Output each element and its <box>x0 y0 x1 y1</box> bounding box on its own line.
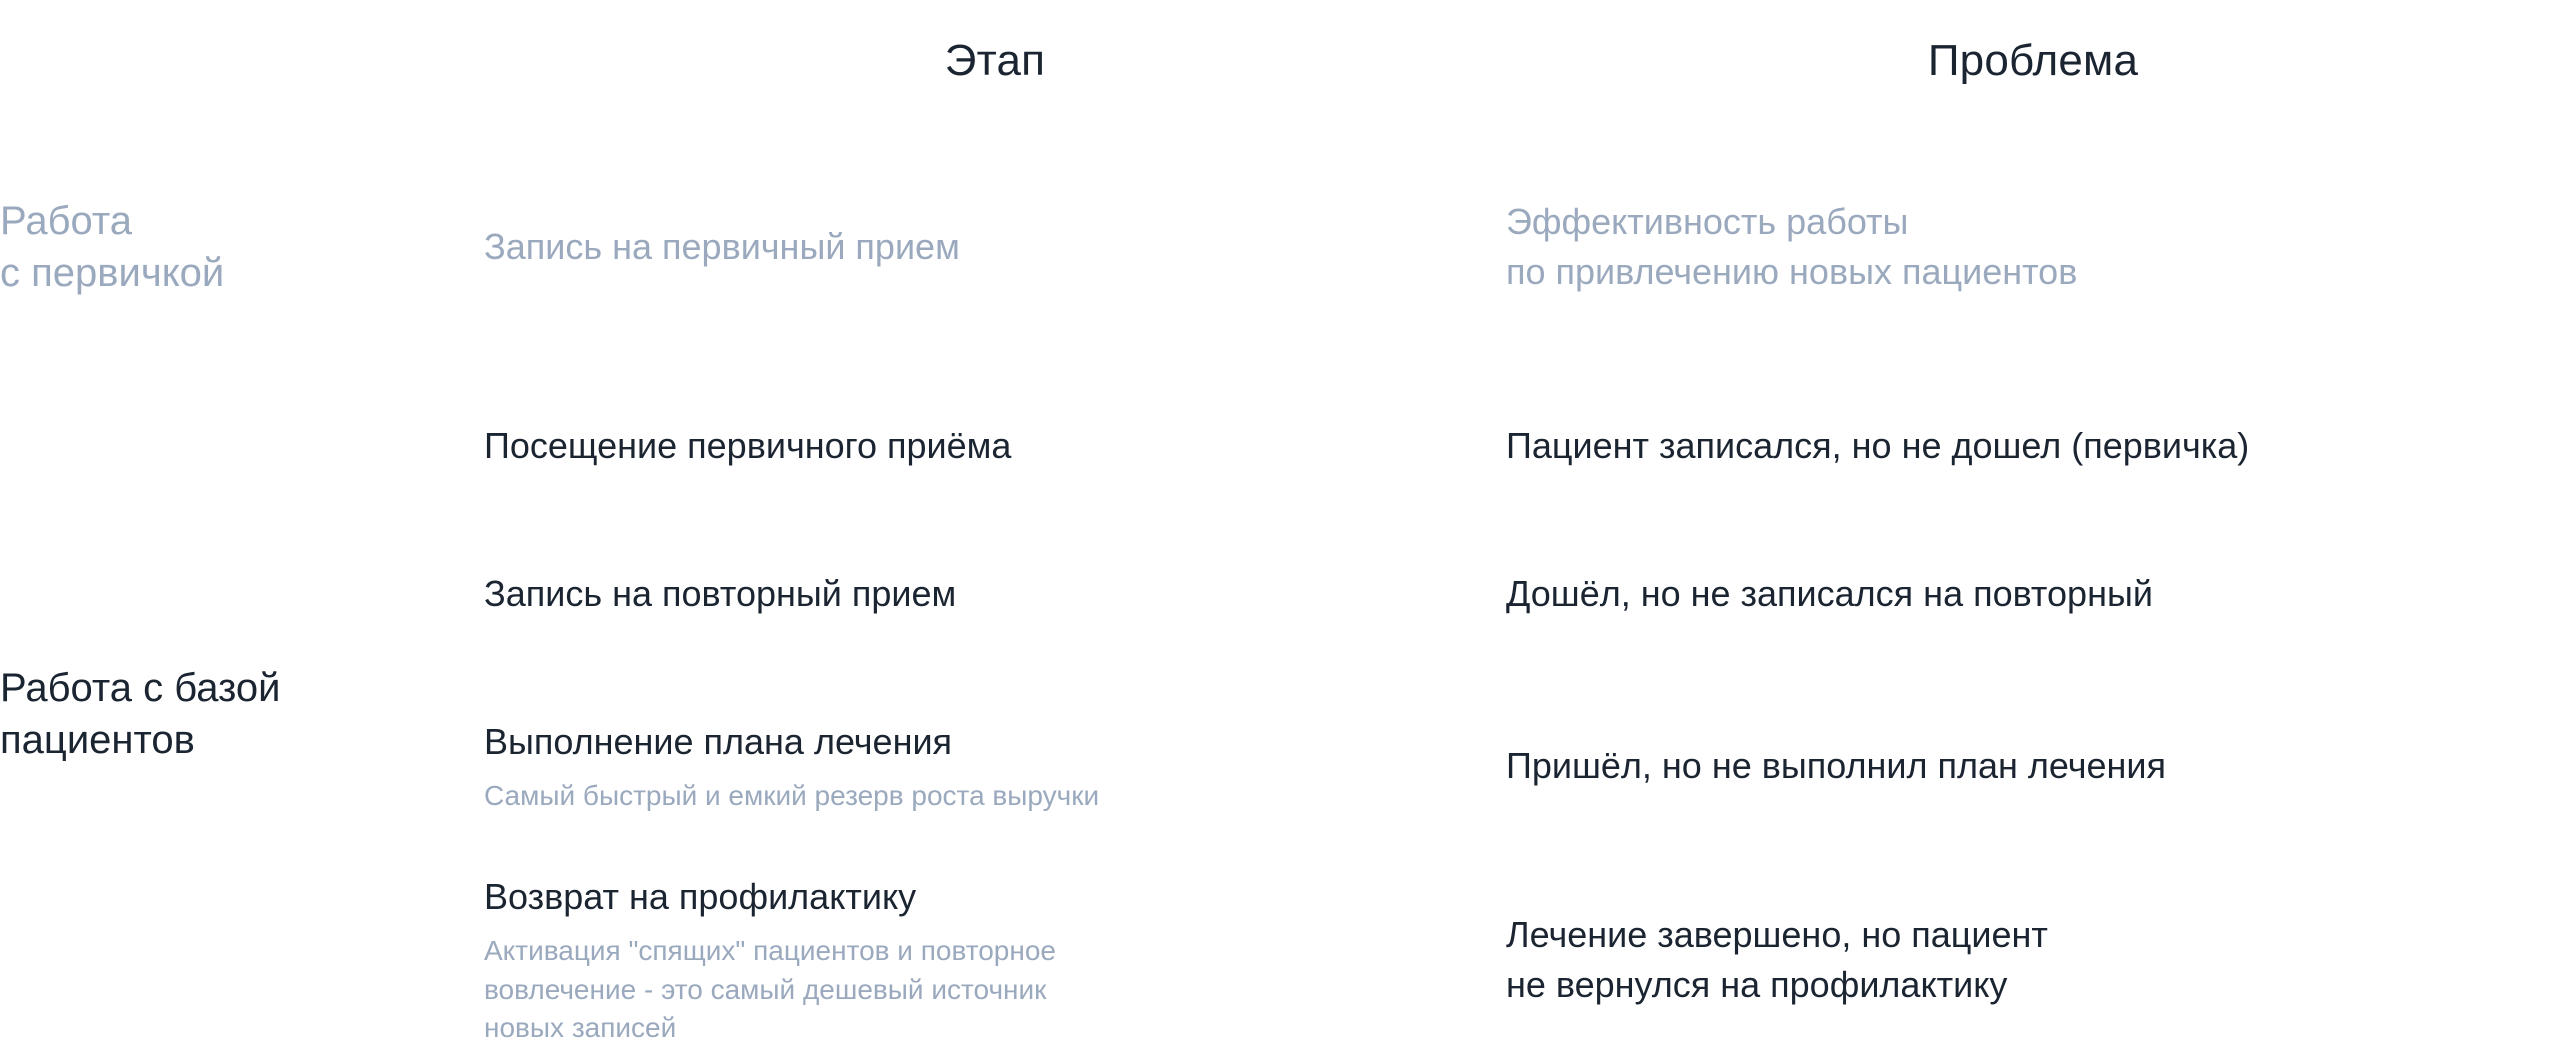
problem-cell <box>1506 372 2560 520</box>
problem-cell <box>1506 864 2560 1056</box>
problem-text: Лечение завершено, но пациент не вернулся на профилактику <box>1506 914 2048 1005</box>
stage-text: Выполнение плана лечения <box>484 720 953 762</box>
group-label-patient-base <box>0 372 484 1056</box>
group-label-primary-work <box>0 122 484 372</box>
problem-text: Пришёл, но не выполнил план лечения <box>1506 745 2166 787</box>
problem-text: Эффективность работы по привлечению новых пациентов <box>1506 201 2078 292</box>
header-problem: Проблема <box>1927 36 2139 85</box>
stage-cell <box>484 372 1506 520</box>
table-row <box>0 122 2560 372</box>
stage-text: Запись на первичный прием <box>484 226 960 268</box>
problem-cell <box>1506 520 2560 668</box>
problem-cell <box>1506 668 2560 864</box>
header-corner-cell <box>0 0 484 122</box>
header-stage: Этап <box>944 36 1046 85</box>
table-header-row <box>0 0 2560 122</box>
stage-cell <box>484 122 1506 372</box>
stage-subtext: Самый быстрый и емкий резерв роста выручки <box>484 779 1100 811</box>
group-label-text: Работа с первичкой <box>0 199 225 295</box>
group-label-text: Работа с базой пациентов <box>0 666 281 762</box>
stage-cell <box>484 520 1506 668</box>
stage-text: Посещение первичного приёма <box>484 425 1012 467</box>
problem-text: Пациент записался, но не дошел (первичка) <box>1506 425 2250 467</box>
problem-text: Дошёл, но не записался на повторный <box>1506 573 2153 615</box>
stage-text: Возврат на профилактику <box>484 876 917 918</box>
stage-text: Запись на повторный прием <box>484 573 957 615</box>
stage-cell <box>484 864 1506 1056</box>
problem-cell <box>1506 122 2560 372</box>
stage-cell <box>484 668 1506 864</box>
table-row <box>0 372 2560 520</box>
stage-subtext: Активация "спящих" пациентов и повторное вовлечение - это самый дешевый источник новых записей <box>484 934 1056 1044</box>
